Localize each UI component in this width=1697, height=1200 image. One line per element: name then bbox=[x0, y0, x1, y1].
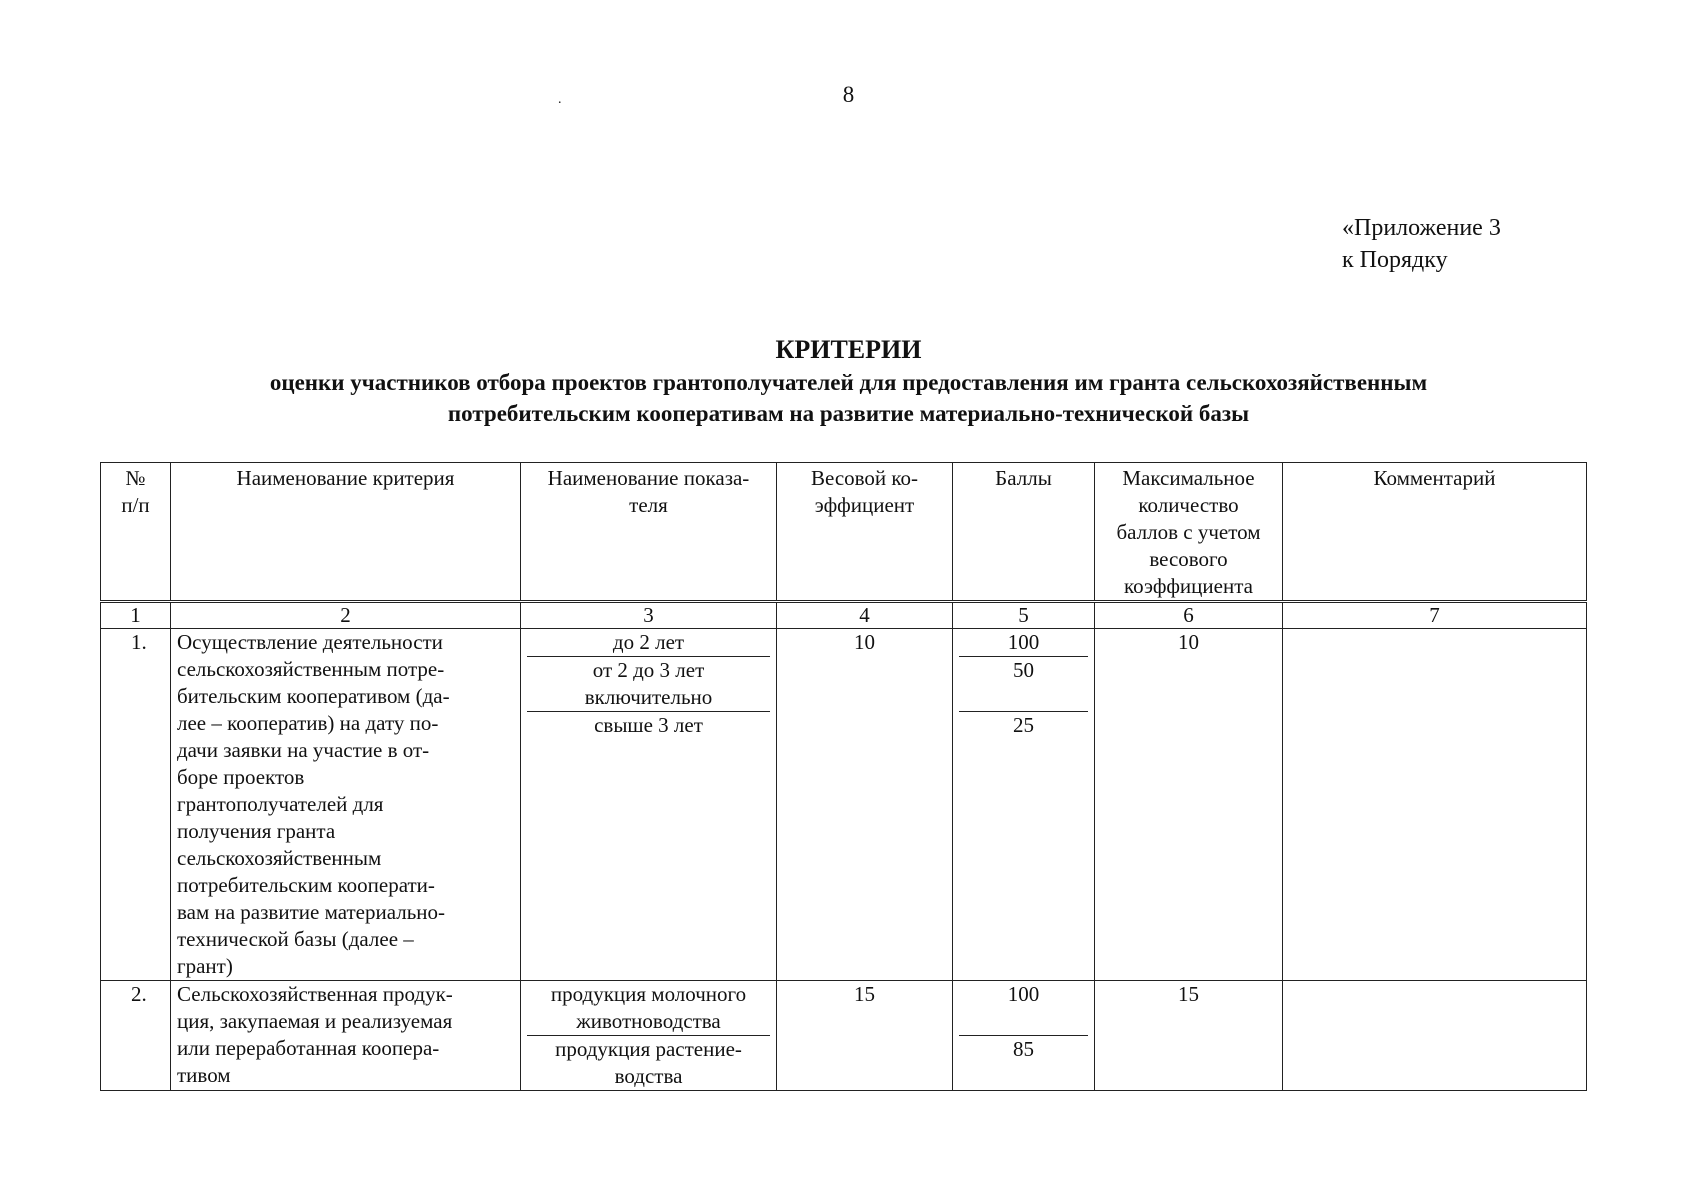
points-cell bbox=[953, 981, 1095, 1091]
page-number: 8 bbox=[842, 82, 855, 107]
header-max-line: коэффициента bbox=[1124, 574, 1253, 598]
criterion-line: лее – кооператив) на дату по- bbox=[177, 711, 439, 735]
criterion-line: потребительским кооперати- bbox=[177, 873, 435, 897]
criterion-line: грант) bbox=[177, 954, 233, 978]
criterion-line: вам на развитие материально- bbox=[177, 900, 446, 924]
criterion-cell bbox=[171, 629, 521, 981]
header-indicator bbox=[521, 463, 777, 602]
criterion-line: сельскохозяйственным потре- bbox=[177, 657, 445, 681]
header-max-line: весового bbox=[1149, 547, 1228, 571]
appendix-line-2: к Порядку bbox=[1342, 247, 1448, 273]
indicator-item bbox=[527, 629, 770, 657]
document-title bbox=[0, 333, 1697, 429]
indicator-item bbox=[527, 712, 770, 739]
criterion-line: бительским кооперативом (да- bbox=[177, 684, 450, 708]
column-number: 7 bbox=[1283, 602, 1587, 629]
comment-cell bbox=[1283, 981, 1587, 1091]
criterion-line: или переработанная коопера- bbox=[177, 1036, 440, 1060]
indicator-text: включительно bbox=[584, 685, 713, 709]
column-number-row bbox=[101, 602, 1587, 629]
header-criterion: Наименование критерия bbox=[171, 463, 521, 602]
indicator-text: до 2 лет bbox=[612, 630, 685, 654]
criterion-cell bbox=[171, 981, 521, 1091]
max-points-cell: 15 bbox=[1095, 981, 1283, 1091]
column-number: 5 bbox=[953, 602, 1095, 629]
appendix-line-1: «Приложение 3 bbox=[1342, 215, 1501, 241]
header-indicator-line: теля bbox=[629, 493, 668, 517]
indicator-cell bbox=[521, 629, 777, 981]
indicator-text: водства bbox=[614, 1064, 683, 1088]
indicator-text: от 2 до 3 лет bbox=[592, 658, 705, 682]
table-row bbox=[101, 629, 1587, 981]
header-num-line: № bbox=[125, 466, 146, 490]
indicator-text: свыше 3 лет bbox=[594, 713, 703, 737]
header-indicator-line: Наименование показа- bbox=[547, 466, 750, 490]
indicator-item bbox=[527, 657, 770, 712]
indicator-text: животноводства bbox=[576, 1009, 721, 1033]
criteria-table bbox=[100, 462, 1587, 1091]
indicator-text: продукция молочного bbox=[550, 982, 747, 1006]
row-number: 1. bbox=[101, 629, 171, 981]
comment-cell bbox=[1283, 629, 1587, 981]
points-item: 85 bbox=[1013, 1037, 1034, 1061]
header-max-line: баллов с учетом bbox=[1116, 520, 1261, 544]
column-number: 4 bbox=[777, 602, 953, 629]
table-header-row bbox=[101, 463, 1587, 602]
criterion-line: дачи заявки на участие в от- bbox=[177, 738, 430, 762]
criterion-line: Сельскохозяйственная продук- bbox=[177, 982, 453, 1006]
column-number: 6 bbox=[1095, 602, 1283, 629]
max-points-cell: 10 bbox=[1095, 629, 1283, 981]
header-weight-line: эффициент bbox=[814, 493, 915, 517]
points-item: 50 bbox=[959, 657, 1088, 712]
weight-cell: 10 bbox=[777, 629, 953, 981]
points-cell bbox=[953, 629, 1095, 981]
criterion-line: тивом bbox=[177, 1063, 231, 1087]
criterion-line: ция, закупаемая и реализуемая bbox=[177, 1009, 453, 1033]
header-max bbox=[1095, 463, 1283, 602]
appendix-note bbox=[1342, 212, 1501, 276]
header-max-line: Максимальное bbox=[1122, 466, 1255, 490]
header-max-line: количество bbox=[1138, 493, 1239, 517]
header-num-line: п/п bbox=[121, 493, 150, 517]
stray-mark: . bbox=[558, 92, 562, 107]
weight-cell: 15 bbox=[777, 981, 953, 1091]
column-number: 2 bbox=[171, 602, 521, 629]
column-number: 3 bbox=[521, 602, 777, 629]
title-sub-line-2: потребительским кооперативам на развитие материально-технической базы bbox=[447, 401, 1250, 426]
row-number: 2. bbox=[101, 981, 171, 1091]
indicator-item bbox=[527, 1036, 770, 1090]
criterion-line: Осуществление деятельности bbox=[177, 630, 443, 654]
points-item: 25 bbox=[1013, 713, 1034, 737]
indicator-text: продукция растение- bbox=[555, 1037, 742, 1061]
title-main: КРИТЕРИИ bbox=[775, 335, 922, 364]
points-item: 100 bbox=[959, 981, 1088, 1036]
title-sub-line-1: оценки участников отбора проектов грантополучателей для предоставления им гранта сельскохозяйственным bbox=[269, 370, 1428, 395]
indicator-cell bbox=[521, 981, 777, 1091]
header-comment: Комментарий bbox=[1283, 463, 1587, 602]
column-number: 1 bbox=[101, 602, 171, 629]
header-weight bbox=[777, 463, 953, 602]
points-item: 100 bbox=[959, 629, 1088, 657]
criterion-line: сельскохозяйственным bbox=[177, 846, 382, 870]
criterion-line: грантополучателей для bbox=[177, 792, 384, 816]
header-weight-line: Весовой ко- bbox=[810, 466, 919, 490]
header-points: Баллы bbox=[953, 463, 1095, 602]
header-num bbox=[101, 463, 171, 602]
criterion-line: боре проектов bbox=[177, 765, 305, 789]
indicator-item bbox=[527, 981, 770, 1036]
table-row bbox=[101, 981, 1587, 1091]
criterion-line: получения гранта bbox=[177, 819, 336, 843]
criterion-line: технической базы (далее – bbox=[177, 927, 414, 951]
